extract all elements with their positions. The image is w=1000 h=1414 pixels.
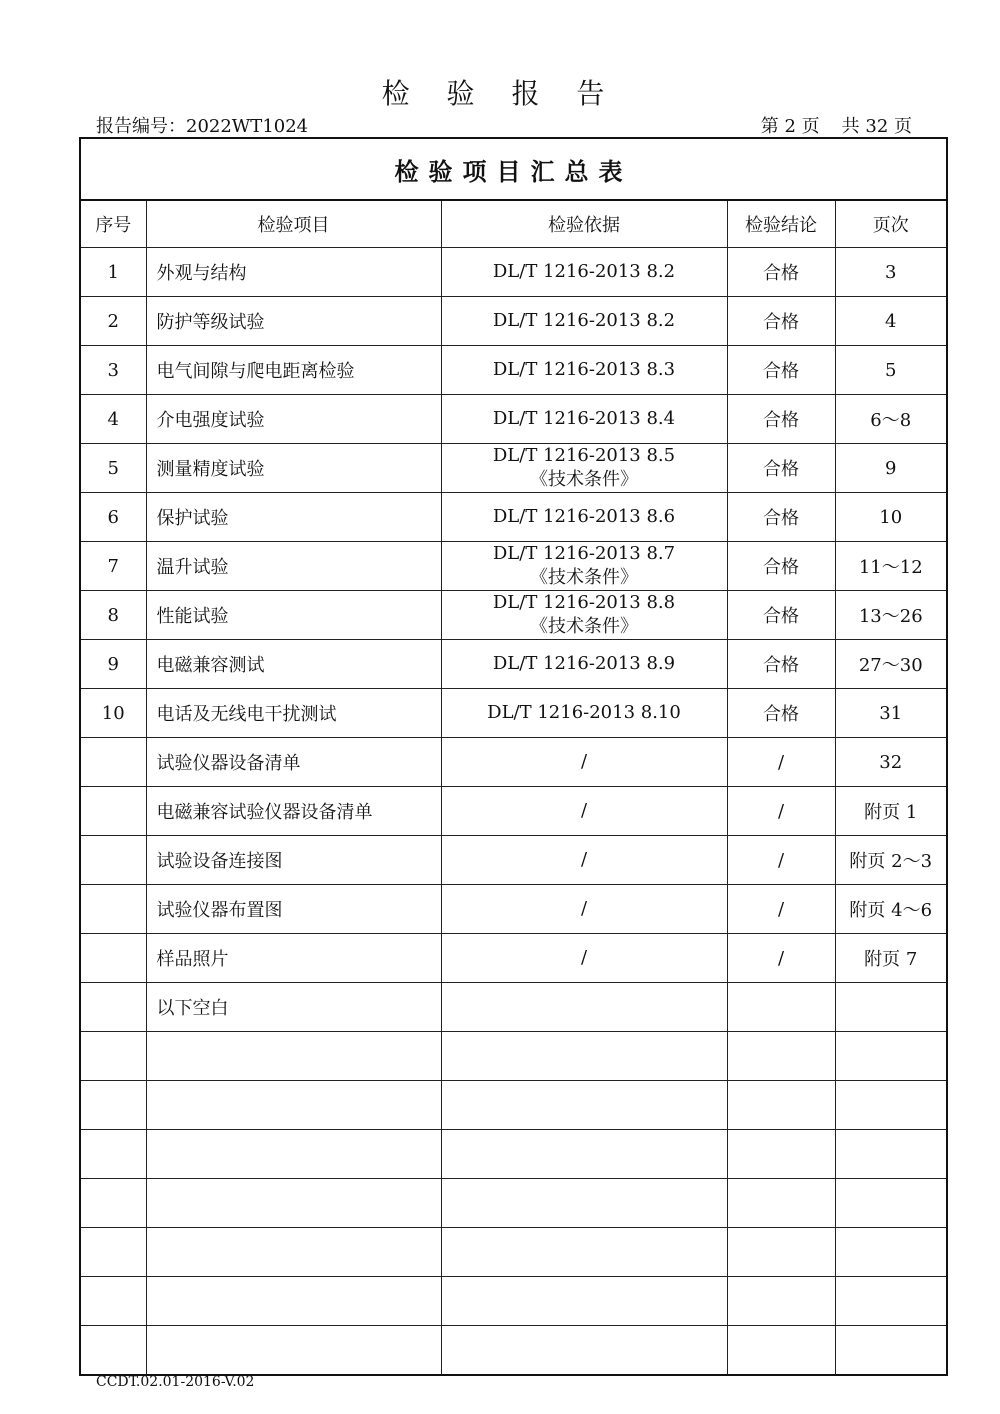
basis-line: DL/T 1216-2013 8.9 [492, 653, 676, 674]
row-basis [441, 591, 727, 640]
row-item: 试验设备连接图 [146, 836, 441, 885]
basis-line: / [580, 947, 588, 968]
row-basis [441, 444, 727, 493]
row-basis [441, 1179, 727, 1228]
row-basis [441, 885, 727, 934]
row-pages: 附页 1 [835, 787, 947, 836]
row-conclusion: 合格 [727, 493, 835, 542]
table-title-row [80, 138, 947, 200]
row-basis [441, 1081, 727, 1130]
row-no [80, 1081, 146, 1130]
row-no [80, 983, 146, 1032]
row-basis [441, 738, 727, 787]
row-item: 样品照片 [146, 934, 441, 983]
document-title: 检 验 报 告 [381, 77, 619, 110]
row-item: 介电强度试验 [146, 395, 441, 444]
row-basis [441, 787, 727, 836]
row-pages: 32 [835, 738, 947, 787]
row-no [80, 1130, 146, 1179]
row-no [80, 1326, 146, 1376]
row-no: 8 [80, 591, 146, 640]
row-no: 3 [80, 346, 146, 395]
table-row [80, 1179, 947, 1228]
row-item: 外观与结构 [146, 248, 441, 297]
header-item: 检验项目 [146, 200, 441, 248]
row-basis [441, 934, 727, 983]
table-row [80, 836, 947, 885]
row-no: 2 [80, 297, 146, 346]
row-conclusion: 合格 [727, 591, 835, 640]
row-no [80, 1277, 146, 1326]
row-basis [441, 1032, 727, 1081]
row-basis [441, 640, 727, 689]
table-row [80, 983, 947, 1032]
row-conclusion: / [727, 885, 835, 934]
table-row [80, 1277, 947, 1326]
header-conclusion: 检验结论 [727, 200, 835, 248]
basis-line: DL/T 1216-2013 8.10 [487, 702, 681, 723]
row-basis [441, 297, 727, 346]
table-row [80, 689, 947, 738]
row-item [146, 1326, 441, 1376]
basis-line: DL/T 1216-2013 8.2 [492, 310, 676, 331]
row-pages: 6～8 [835, 395, 947, 444]
table-row [80, 346, 947, 395]
table-title: 检验项目汇总表 [80, 138, 947, 200]
row-conclusion: 合格 [727, 346, 835, 395]
table-row [80, 1326, 947, 1376]
basis-line: / [580, 751, 588, 772]
row-pages: 5 [835, 346, 947, 395]
row-conclusion [727, 983, 835, 1032]
row-conclusion: / [727, 934, 835, 983]
row-basis [441, 1228, 727, 1277]
basis-line: DL/T 1216-2013 8.6 [492, 506, 676, 527]
table-row [80, 444, 947, 493]
row-item [146, 1130, 441, 1179]
row-basis [441, 983, 727, 1032]
row-conclusion [727, 1228, 835, 1277]
basis-line: 《技术条件》 [530, 616, 638, 637]
row-pages: 附页 4～6 [835, 885, 947, 934]
basis-line: DL/T 1216-2013 8.7 [492, 543, 676, 564]
basis-line: / [580, 849, 588, 870]
row-basis [441, 542, 727, 591]
row-pages [835, 1326, 947, 1376]
row-basis [441, 689, 727, 738]
table-row [80, 738, 947, 787]
row-item: 试验仪器设备清单 [146, 738, 441, 787]
row-pages [835, 1032, 947, 1081]
row-no [80, 934, 146, 983]
row-basis [441, 346, 727, 395]
row-item: 防护等级试验 [146, 297, 441, 346]
row-item: 试验仪器布置图 [146, 885, 441, 934]
row-no: 7 [80, 542, 146, 591]
row-pages [835, 983, 947, 1032]
row-conclusion [727, 1032, 835, 1081]
row-no [80, 1179, 146, 1228]
row-no [80, 1228, 146, 1277]
row-basis [441, 836, 727, 885]
row-item: 电话及无线电干扰测试 [146, 689, 441, 738]
row-pages: 附页 7 [835, 934, 947, 983]
row-pages [835, 1277, 947, 1326]
row-pages [835, 1228, 947, 1277]
row-pages: 13～26 [835, 591, 947, 640]
row-conclusion: 合格 [727, 297, 835, 346]
row-no [80, 738, 146, 787]
row-no: 5 [80, 444, 146, 493]
row-conclusion: 合格 [727, 248, 835, 297]
page-total: 共 32 页 [841, 116, 912, 137]
row-item [146, 1081, 441, 1130]
row-pages: 附页 2～3 [835, 836, 947, 885]
row-pages [835, 1179, 947, 1228]
row-conclusion: / [727, 787, 835, 836]
row-item: 测量精度试验 [146, 444, 441, 493]
row-no: 9 [80, 640, 146, 689]
basis-line: 《技术条件》 [530, 469, 638, 490]
basis-line: / [580, 898, 588, 919]
basis-line: DL/T 1216-2013 8.5 [492, 445, 676, 466]
row-basis [441, 493, 727, 542]
row-conclusion [727, 1179, 835, 1228]
basis-line: DL/T 1216-2013 8.4 [492, 408, 676, 429]
row-conclusion: 合格 [727, 689, 835, 738]
table-row [80, 1032, 947, 1081]
report-number: 报告编号：2022WT1024 [96, 116, 309, 137]
row-pages [835, 1081, 947, 1130]
row-conclusion [727, 1277, 835, 1326]
table-row [80, 248, 947, 297]
basis-line: DL/T 1216-2013 8.3 [492, 359, 676, 380]
row-conclusion: / [727, 738, 835, 787]
row-pages: 31 [835, 689, 947, 738]
row-item: 温升试验 [146, 542, 441, 591]
basis-line: / [580, 800, 588, 821]
table-row [80, 640, 947, 689]
page-info [753, 112, 912, 138]
header-basis: 检验依据 [441, 200, 727, 248]
basis-line: 《技术条件》 [530, 567, 638, 588]
table-row [80, 591, 947, 640]
table-row [80, 542, 947, 591]
row-no [80, 836, 146, 885]
table-row [80, 934, 947, 983]
row-no [80, 885, 146, 934]
table-row [80, 297, 947, 346]
table-header-row [80, 200, 947, 248]
row-conclusion [727, 1326, 835, 1376]
row-pages: 11～12 [835, 542, 947, 591]
page-current: 第 2 页 [760, 116, 820, 137]
header-no: 序号 [80, 200, 146, 248]
row-no [80, 787, 146, 836]
row-conclusion: 合格 [727, 640, 835, 689]
row-pages: 3 [835, 248, 947, 297]
table-row [80, 1130, 947, 1179]
row-pages: 9 [835, 444, 947, 493]
row-conclusion: 合格 [727, 444, 835, 493]
row-no [80, 1032, 146, 1081]
row-pages: 4 [835, 297, 947, 346]
table-row [80, 885, 947, 934]
row-conclusion [727, 1081, 835, 1130]
row-pages: 27～30 [835, 640, 947, 689]
row-no: 10 [80, 689, 146, 738]
row-conclusion: 合格 [727, 542, 835, 591]
row-no: 1 [80, 248, 146, 297]
row-basis [441, 248, 727, 297]
footer-form-code: CCDT.02.01-2016-V.02 [96, 1374, 255, 1390]
row-item [146, 1228, 441, 1277]
basis-line: DL/T 1216-2013 8.2 [492, 261, 676, 282]
row-conclusion: / [727, 836, 835, 885]
inspection-summary-table [79, 137, 948, 1376]
row-no: 4 [80, 395, 146, 444]
row-item: 保护试验 [146, 493, 441, 542]
row-pages [835, 1130, 947, 1179]
table-row [80, 493, 947, 542]
row-basis [441, 1277, 727, 1326]
table-row [80, 787, 947, 836]
row-item [146, 1032, 441, 1081]
row-item: 电磁兼容测试 [146, 640, 441, 689]
row-item [146, 1179, 441, 1228]
row-basis [441, 1130, 727, 1179]
row-item [146, 1277, 441, 1326]
row-conclusion: 合格 [727, 395, 835, 444]
row-basis [441, 1326, 727, 1376]
table-row [80, 395, 947, 444]
row-basis [441, 395, 727, 444]
table-row [80, 1228, 947, 1277]
row-item: 性能试验 [146, 591, 441, 640]
row-conclusion [727, 1130, 835, 1179]
row-item: 电气间隙与爬电距离检验 [146, 346, 441, 395]
row-pages: 10 [835, 493, 947, 542]
row-item: 以下空白 [146, 983, 441, 1032]
row-item: 电磁兼容试验仪器设备清单 [146, 787, 441, 836]
basis-line: DL/T 1216-2013 8.8 [492, 592, 676, 613]
table-row [80, 1081, 947, 1130]
row-no: 6 [80, 493, 146, 542]
header-pages: 页次 [835, 200, 947, 248]
